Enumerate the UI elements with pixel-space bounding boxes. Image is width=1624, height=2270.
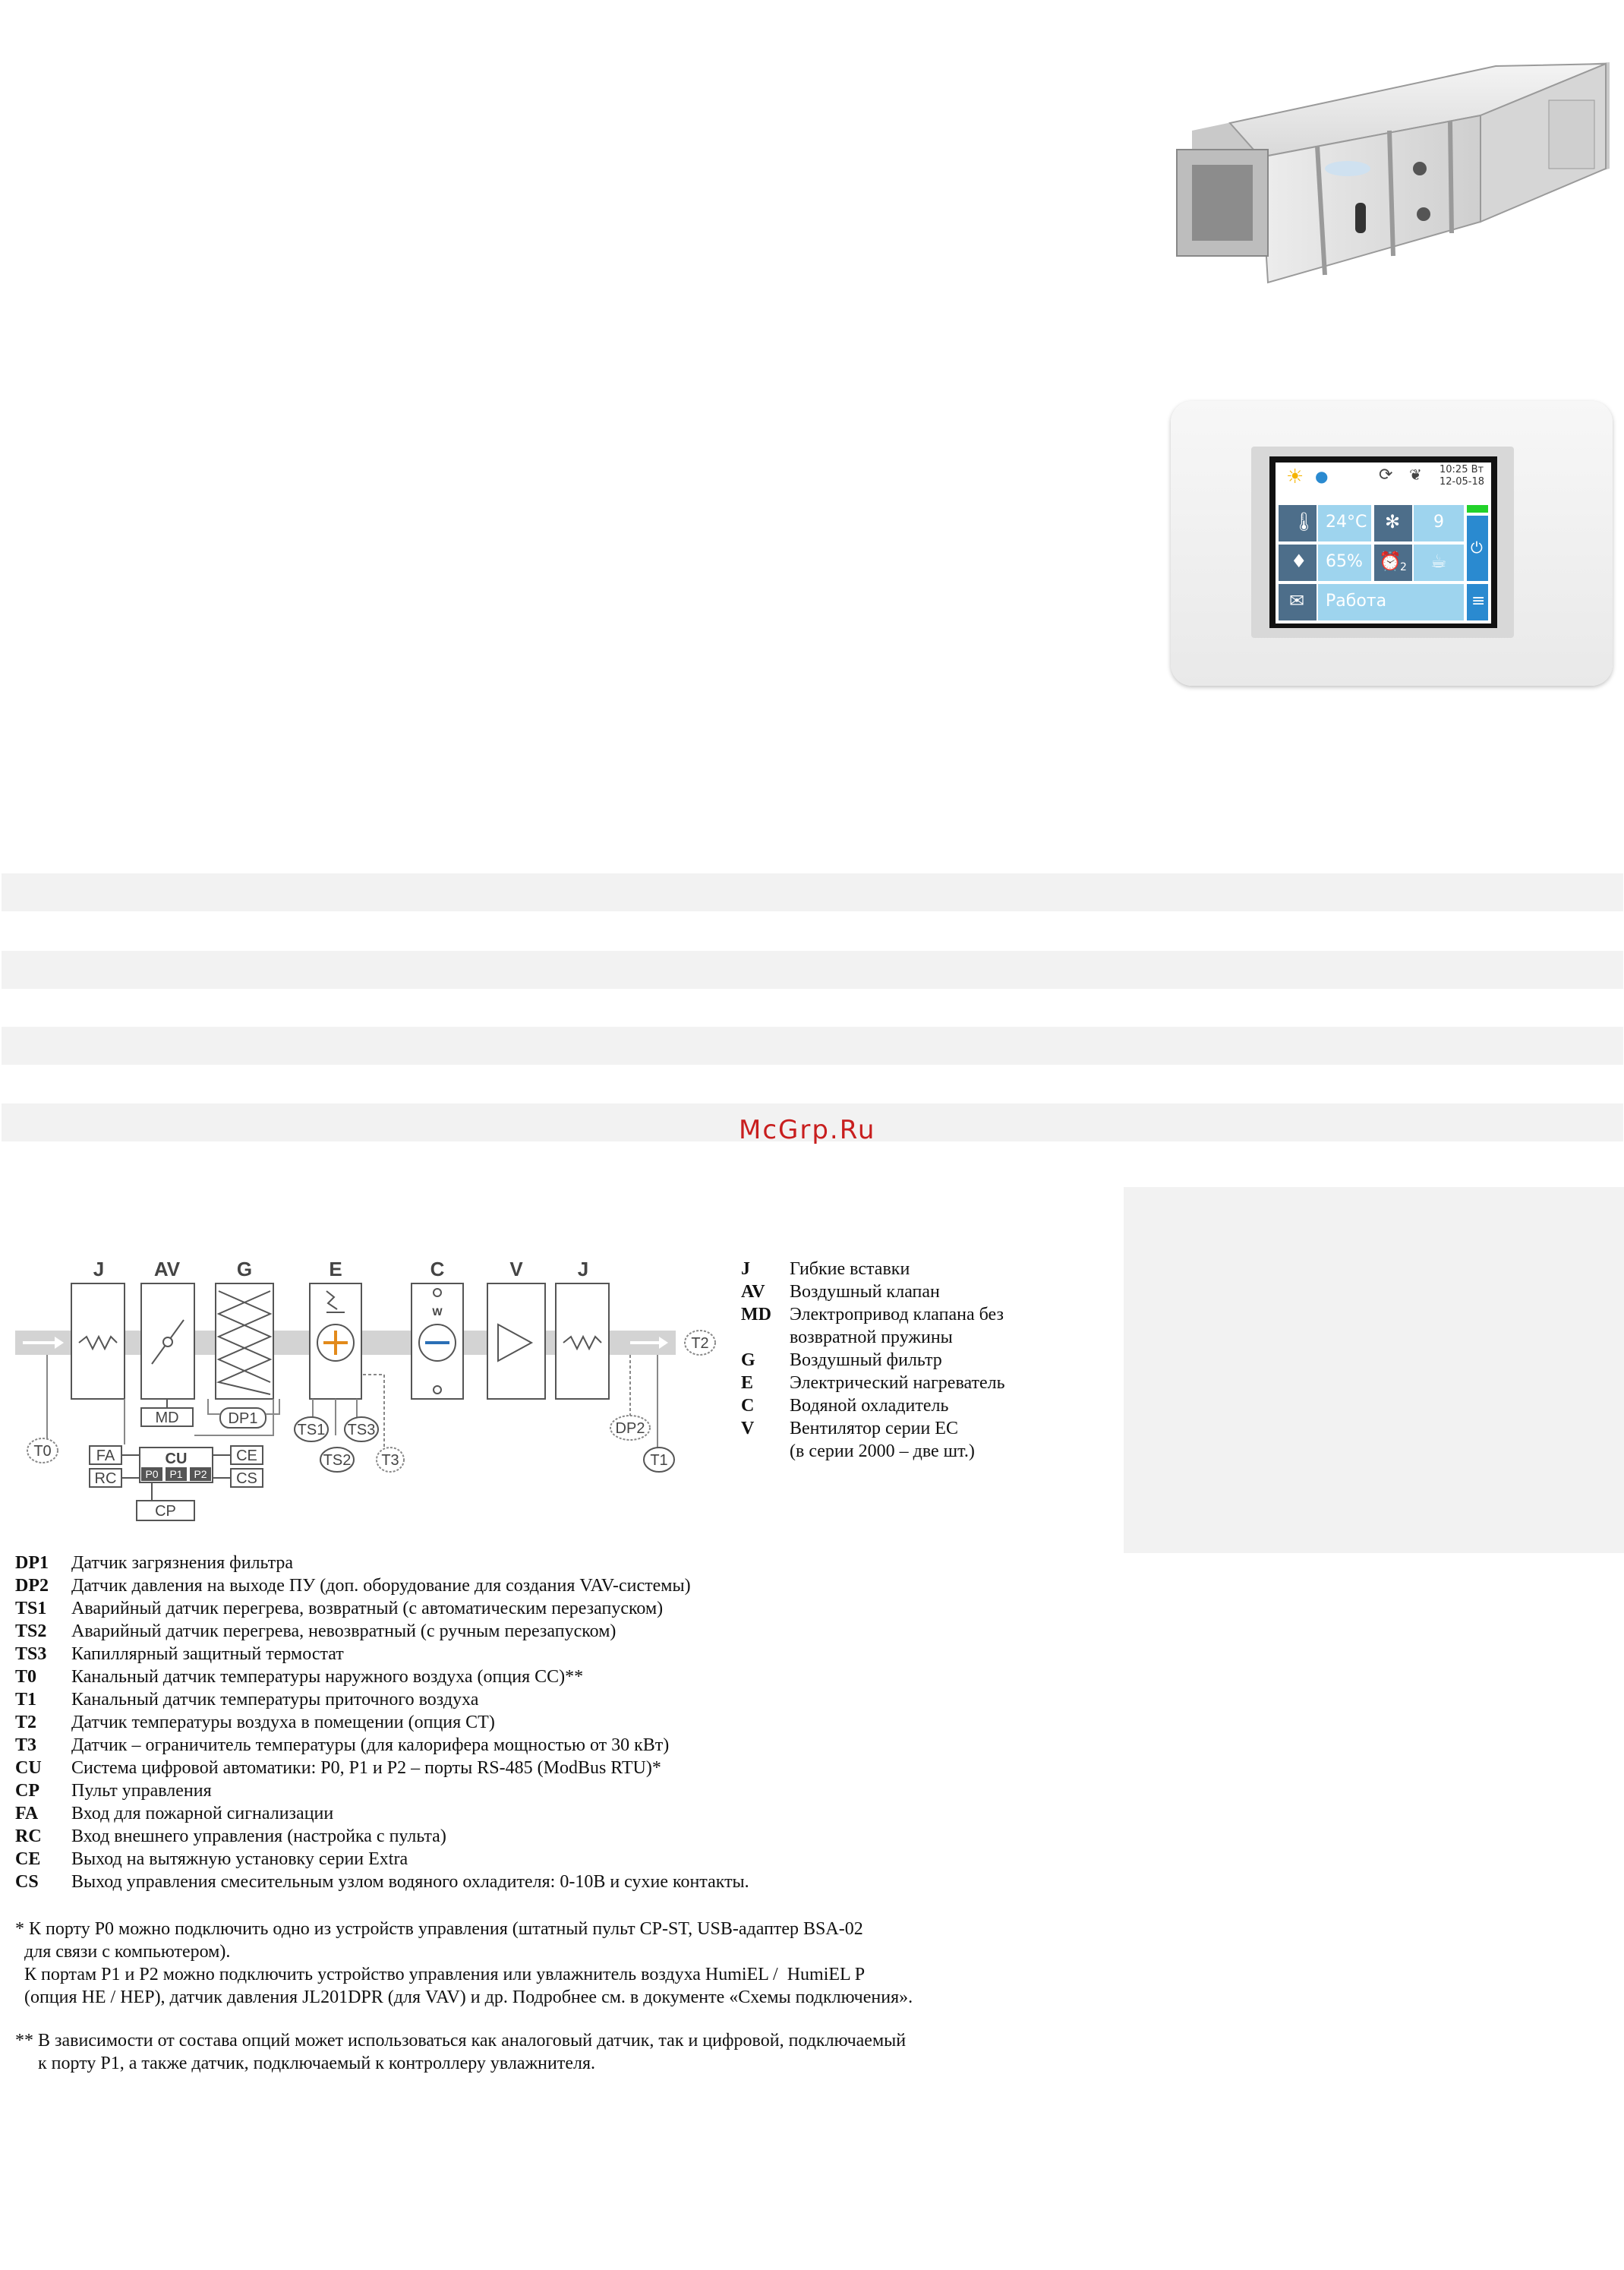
sensor-t0: T0 bbox=[33, 1443, 52, 1460]
status-text: Работа bbox=[1326, 592, 1387, 611]
legend-desc: Датчик – ограничитель температуры (для калорифера мощностью от 30 кВт) bbox=[71, 1735, 670, 1755]
port-p1: P1 bbox=[169, 1468, 183, 1480]
legend-code: TS1 bbox=[15, 1599, 47, 1618]
label-av: AV bbox=[153, 1258, 181, 1280]
rc-box: RC bbox=[94, 1470, 117, 1487]
legend-desc: Электропривод клапана без bbox=[790, 1305, 1004, 1324]
sensor-ts3: TS3 bbox=[347, 1422, 376, 1438]
g-block bbox=[216, 1283, 273, 1399]
sensor-t1: T1 bbox=[650, 1452, 668, 1469]
legend-desc: Вход внешнего управления (настройка с пульта) bbox=[71, 1826, 446, 1846]
humidity-tile[interactable] bbox=[1318, 545, 1371, 581]
power-icon: ⏻ bbox=[1471, 538, 1483, 557]
legend-code: CP bbox=[15, 1781, 39, 1801]
timer-index: 2 bbox=[1400, 561, 1407, 573]
fa-box: FA bbox=[96, 1448, 115, 1464]
port-p2: P2 bbox=[194, 1468, 207, 1480]
legend-code: G bbox=[741, 1350, 755, 1370]
humidity-value: 65% bbox=[1326, 552, 1363, 571]
menu-button[interactable] bbox=[1467, 584, 1488, 620]
cp-box: CP bbox=[155, 1503, 176, 1520]
w-label: W bbox=[432, 1305, 443, 1318]
label-e: E bbox=[329, 1258, 342, 1280]
coffee-tile[interactable] bbox=[1414, 545, 1464, 581]
legend-desc: (в серии 2000 – две шт.) bbox=[790, 1441, 975, 1461]
screen-date: 12-05-18 bbox=[1440, 476, 1485, 488]
message-tile-icon[interactable] bbox=[1279, 584, 1317, 620]
md-box: MD bbox=[155, 1410, 179, 1426]
footnote-line: к порту P1, а также датчик, подключаемый к контроллеру увлажнителя. bbox=[15, 2054, 595, 2073]
footnote-line: (опция HE / HEP), датчик давления JL201DPR (для VAV) и др. Подробнее см. в документе «Схемы подключения». bbox=[15, 1987, 913, 2007]
watermark: McGrp.Ru bbox=[739, 1115, 876, 1145]
j2-block bbox=[556, 1283, 609, 1399]
sensor-t3: T3 bbox=[381, 1452, 399, 1469]
legend-code: MD bbox=[741, 1305, 771, 1324]
ce-box: CE bbox=[236, 1448, 257, 1464]
sensor-ts1: TS1 bbox=[297, 1422, 326, 1438]
legend-desc: Аварийный датчик перегрева, невозвратный (с ручным перезапуском) bbox=[71, 1621, 616, 1641]
legend-code: V bbox=[741, 1419, 755, 1438]
sensor-dp2: DP2 bbox=[615, 1420, 645, 1437]
label-j1: J bbox=[93, 1258, 105, 1280]
envelope-icon: ✉ bbox=[1289, 590, 1305, 611]
label-g: G bbox=[236, 1258, 253, 1280]
temperature-tile[interactable] bbox=[1318, 505, 1371, 541]
power-button[interactable] bbox=[1467, 516, 1488, 581]
label-j2: J bbox=[577, 1258, 589, 1280]
legend-code: RC bbox=[15, 1826, 42, 1846]
timer-tile-icon[interactable] bbox=[1374, 545, 1412, 581]
gray-side-panel bbox=[1124, 1187, 1624, 1553]
thermometer-icon: 🌡 bbox=[1292, 511, 1316, 532]
drop-icon: ♦ bbox=[1291, 551, 1307, 572]
legend-desc: Выход управления смесительным узлом водяного охладителя: 0-10В и сухие контакты. bbox=[71, 1872, 749, 1892]
fan-icon: ✻ bbox=[1385, 511, 1401, 532]
legend-code: T3 bbox=[15, 1735, 37, 1755]
legend-code: T2 bbox=[15, 1713, 37, 1732]
sensor-ts2: TS2 bbox=[323, 1452, 352, 1469]
label-c: C bbox=[430, 1258, 445, 1280]
temperature-tile-icon[interactable] bbox=[1279, 505, 1317, 541]
legend-desc: Электрический нагреватель bbox=[790, 1373, 1005, 1393]
legend-desc: возвратной пружины bbox=[790, 1328, 953, 1347]
alarm-clock-icon: ⏰ bbox=[1379, 551, 1402, 572]
temperature-value: 24°C bbox=[1326, 513, 1367, 532]
leaf-icon: ❦ bbox=[1409, 466, 1422, 484]
legend-code: T0 bbox=[15, 1667, 37, 1687]
humidity-icon: ● bbox=[1315, 467, 1329, 485]
dp1-box: DP1 bbox=[228, 1410, 258, 1427]
legend-desc: Датчик давления на выходе ПУ (доп. оборудование для создания VAV-системы) bbox=[71, 1576, 691, 1596]
footnote-line: ** В зависимости от состава опций может использоваться как аналоговый датчик, так и цифровой, подключаемый bbox=[15, 2031, 907, 2051]
sensor-t2: T2 bbox=[691, 1335, 709, 1352]
legend-desc: Датчик температуры воздуха в помещении (опция CT) bbox=[71, 1713, 495, 1732]
label-v: V bbox=[509, 1258, 523, 1280]
legend-desc: Вентилятор серии EC bbox=[790, 1419, 958, 1438]
legend-code: T1 bbox=[15, 1690, 37, 1710]
legend-code: DP1 bbox=[15, 1553, 49, 1573]
port-p0: P0 bbox=[145, 1468, 159, 1480]
legend-code: J bbox=[741, 1259, 750, 1279]
legend-code: DP2 bbox=[15, 1576, 49, 1596]
power-status-bar bbox=[1467, 505, 1488, 513]
gray-band bbox=[2, 951, 1623, 989]
sun-icon: ☀ bbox=[1286, 466, 1304, 488]
legend-desc: Выход на вытяжную установку серии Extra bbox=[71, 1849, 408, 1869]
menu-icon: ≡ bbox=[1471, 592, 1486, 611]
legend-desc: Воздушный клапан bbox=[790, 1282, 940, 1302]
legend-desc: Гибкие вставки bbox=[790, 1259, 910, 1279]
refresh-icon: ⟳ bbox=[1379, 466, 1393, 485]
panel-screen bbox=[1276, 463, 1491, 624]
gray-band bbox=[2, 873, 1623, 911]
legend-desc: Датчик загрязнения фильтра bbox=[71, 1553, 294, 1573]
legend-code: TS2 bbox=[15, 1621, 47, 1641]
functional-diagram bbox=[0, 1246, 729, 1534]
footnote-line: * К порту P0 можно подключить одно из устройств управления (штатный пульт CP-ST, USB-адаптер BSA-02 bbox=[15, 1919, 863, 1939]
footnote-line: для связи с компьютером). bbox=[15, 1942, 231, 1962]
legend-code: CS bbox=[15, 1872, 39, 1892]
screen-time: 10:25 Вт bbox=[1440, 464, 1484, 475]
status-tile[interactable] bbox=[1318, 584, 1464, 620]
legend-desc: Аварийный датчик перегрева, возвратный (с автоматическим перезапуском) bbox=[71, 1599, 664, 1618]
cup-icon: ☕ bbox=[1430, 551, 1447, 572]
legend-code: E bbox=[741, 1373, 754, 1393]
gray-band bbox=[2, 1027, 1623, 1065]
air-handling-unit-image bbox=[1162, 55, 1617, 309]
cu-label: CU bbox=[165, 1451, 188, 1467]
fan-tile[interactable] bbox=[1414, 505, 1464, 541]
legend-desc: Водяной охладитель bbox=[790, 1396, 949, 1416]
legend-code: CE bbox=[15, 1849, 41, 1869]
legend-code: C bbox=[741, 1396, 755, 1416]
legend-desc: Капиллярный защитный термостат bbox=[71, 1644, 344, 1664]
fan-tile-icon[interactable] bbox=[1374, 505, 1412, 541]
footnote-line: К портам P1 и P2 можно подключить устройство управления или увлажнитель воздуха HumiEL / HumiEL P bbox=[15, 1965, 866, 1984]
legend-desc: Воздушный фильтр bbox=[790, 1350, 942, 1370]
legend-desc: Пульт управления bbox=[71, 1781, 212, 1801]
legend-code: CU bbox=[15, 1758, 42, 1778]
legend-code: TS3 bbox=[15, 1644, 47, 1664]
legend-code: AV bbox=[741, 1282, 765, 1302]
legend-code: FA bbox=[15, 1804, 39, 1823]
cs-box: CS bbox=[236, 1470, 257, 1487]
legend-desc: Канальный датчик температуры наружного воздуха (опция CC)** bbox=[71, 1667, 584, 1687]
j1-block bbox=[71, 1283, 125, 1399]
legend-desc: Система цифровой автоматики: P0, P1 и P2 – порты RS-485 (ModBus RTU)* bbox=[71, 1758, 661, 1778]
legend-desc: Канальный датчик температуры приточного воздуха bbox=[71, 1690, 479, 1710]
fan-speed-value: 9 bbox=[1433, 513, 1444, 532]
humidity-tile-icon[interactable] bbox=[1279, 545, 1317, 581]
legend-desc: Вход для пожарной сигнализации bbox=[71, 1804, 334, 1823]
